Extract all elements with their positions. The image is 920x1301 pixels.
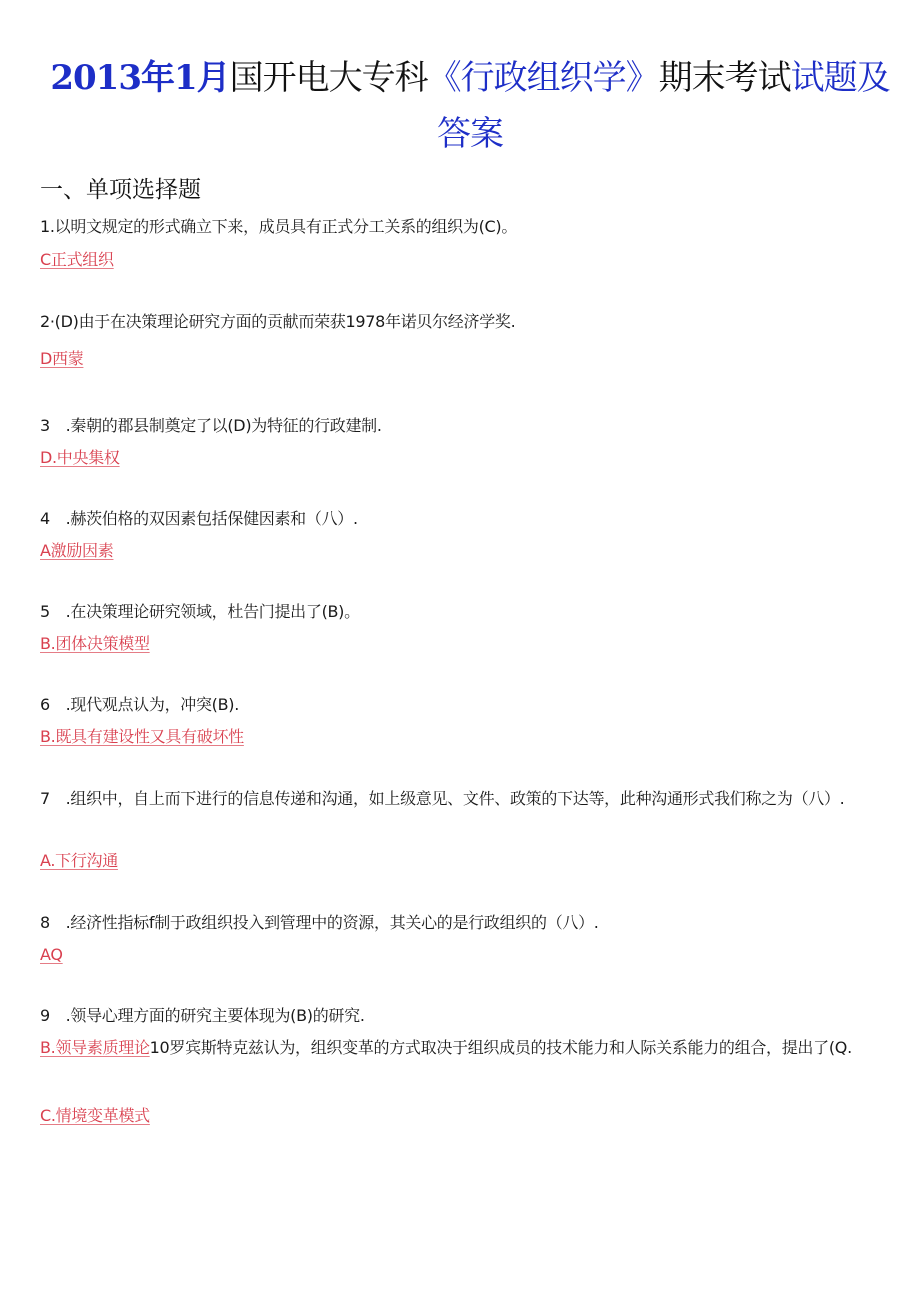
answer-7: A.下行沟通 [40,851,118,870]
answer-2: D西蒙 [40,349,84,368]
question-7: 7 .组织中，自上而下进行的信息传递和沟通，如上级意见、文件、政策的下达等，此种沟通形式我们称之为（八）. [40,789,845,808]
answer-8: AQ [40,945,63,964]
document-title [40,50,900,162]
title-date: 2013年1月 [50,58,230,98]
answer-3: D.中央集权 [40,448,120,467]
question-6: 6 .现代观点认为，冲突(B). [40,695,240,714]
answer-1: C正式组织 [40,250,114,269]
question-3: 3 .秦朝的郡县制奠定了以(D)为特征的行政建制. [40,416,382,435]
title-answers: 答案 [437,114,503,154]
title-course: 《行政组织学》 [427,58,659,98]
title-school: 国开电大专科 [229,58,428,98]
question-9: 9 .领导心理方面的研究主要体现为(B)的研究. [40,1006,365,1025]
answer-5: B.团体决策模型 [40,634,150,653]
title-questions: 试题及 [790,58,890,98]
answer-9-and-question-10 [40,1033,882,1063]
answer-9: B.领导素质理论 [40,1038,150,1057]
question-2: 2·(D)由于在决策理论研究方面的贡献而荣获1978年诺贝尔经济学奖. [40,312,516,331]
answer-6: B.既具有建设性又具有破坏性 [40,727,244,746]
title-exam: 期末考试 [658,58,791,98]
question-4: 4 .赫茨伯格的双因素包括保健因素和（八）. [40,509,358,528]
question-5: 5 .在决策理论研究领域，杜告门提出了(B)。 [40,602,360,621]
answer-4: A激励因素 [40,541,114,560]
question-10: 10罗宾斯特克兹认为，组织变革的方式取决于组织成员的技术能力和人际关系能力的组合，提出了(Q. [149,1038,852,1057]
answer-10: C.情境变革模式 [40,1106,150,1125]
section-heading: 一、单项选择题 [40,177,201,203]
question-1: 1.以明文规定的形式确立下来，成员具有正式分工关系的组织为(C)。 [40,217,518,236]
question-8: 8 .经济性指标f制于政组织投入到管理中的资源，其关心的是行政组织的（八）. [40,913,599,932]
